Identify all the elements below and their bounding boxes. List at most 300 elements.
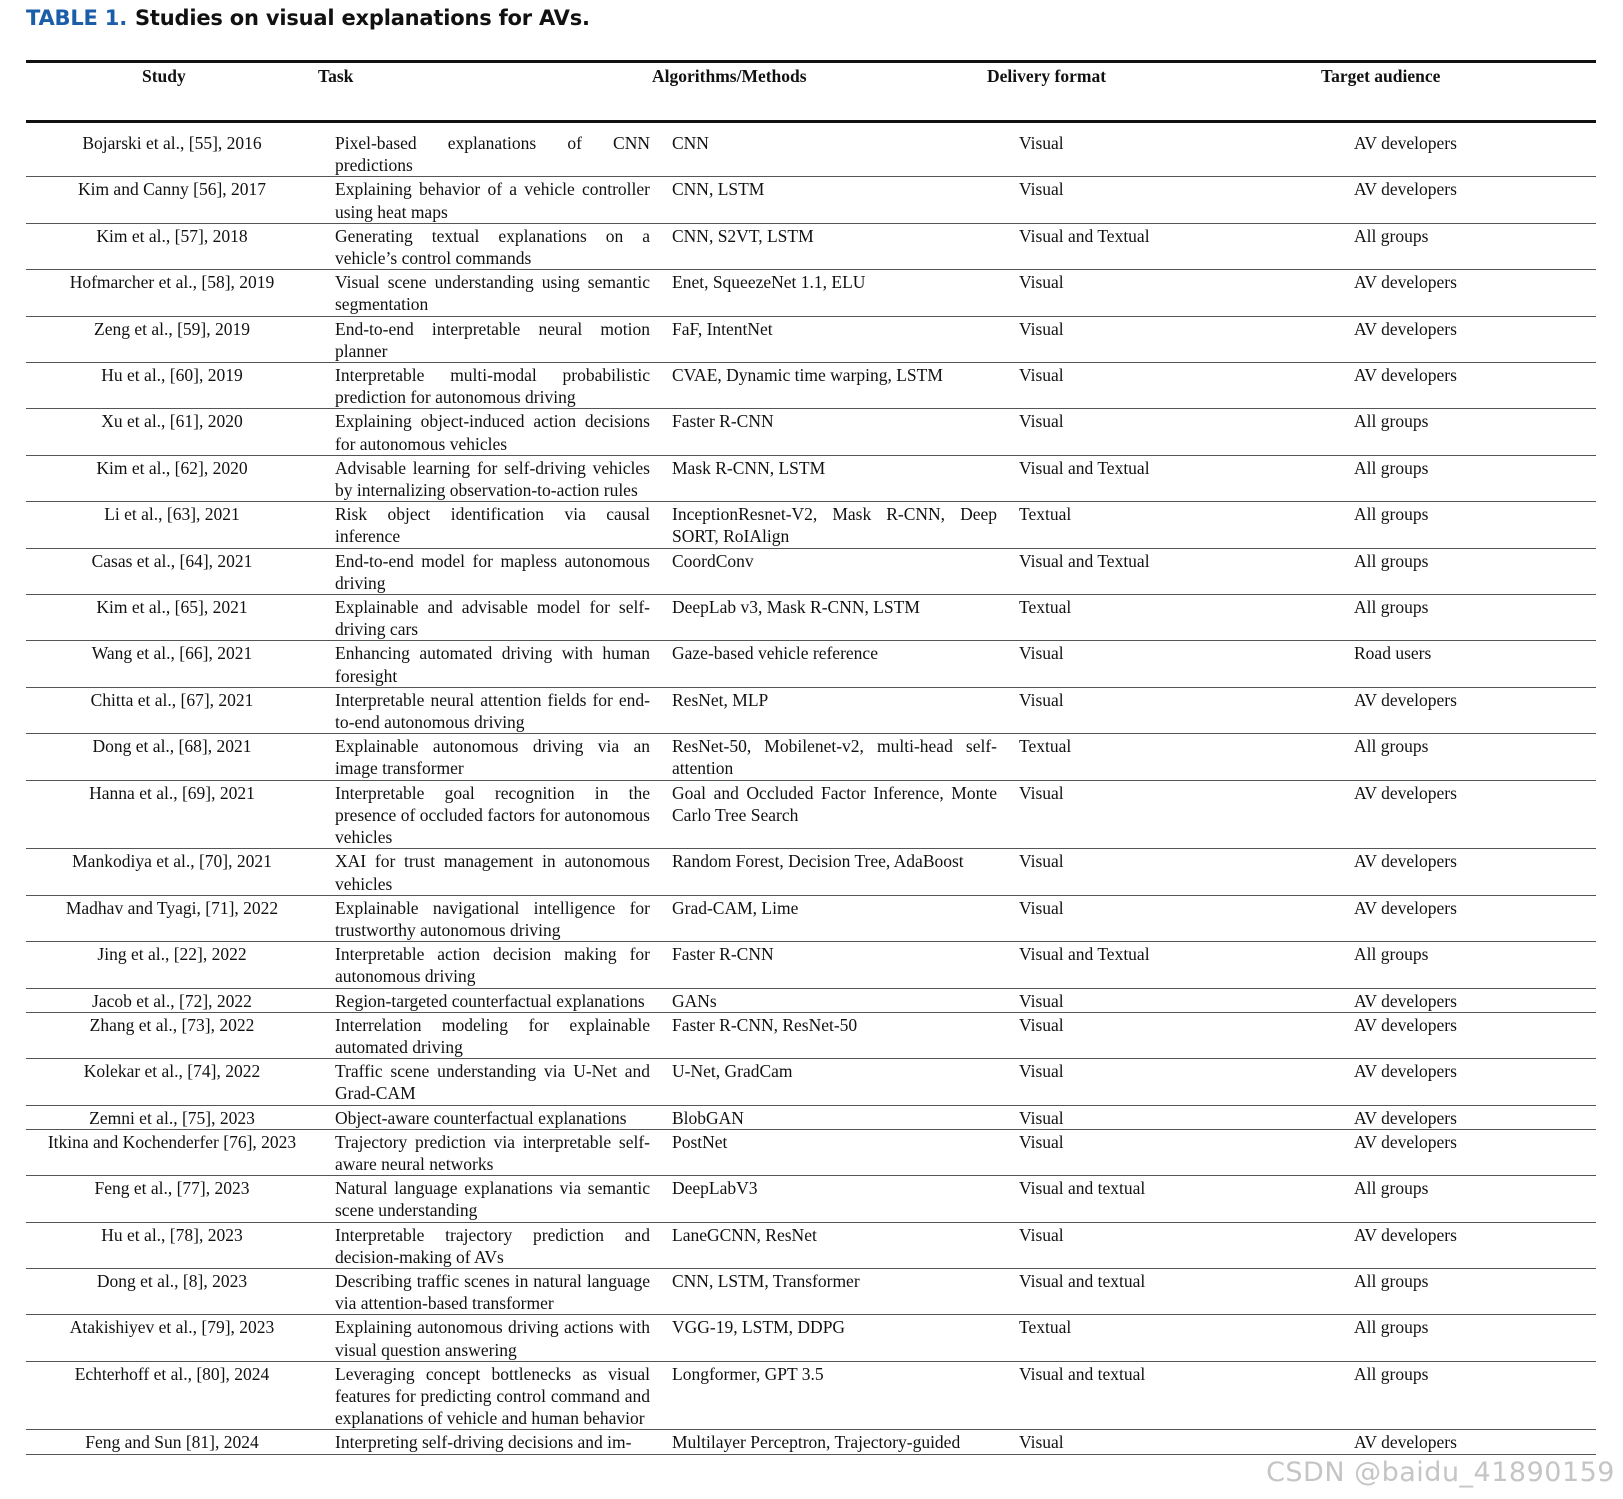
- cell-study: [26, 849, 318, 895]
- table-row: [26, 687, 1596, 733]
- cell-algorithms-text: ResNet, MLP: [672, 689, 769, 710]
- cell-study-text: Wang et al., [66], 2021: [91, 643, 253, 664]
- cell-task: [335, 548, 650, 594]
- table-row: [26, 1315, 1596, 1361]
- header-study: Study: [142, 66, 186, 86]
- cell-delivery: [1019, 1315, 1354, 1361]
- cell-delivery: [1019, 409, 1354, 455]
- column-gap: [650, 548, 672, 594]
- cell-task: [335, 1361, 650, 1430]
- cell-algorithms: [672, 895, 997, 941]
- cell-algorithms-text: Enet, SqueezeNet 1.1, ELU: [672, 272, 866, 293]
- cell-audience-text: All groups: [1354, 1363, 1429, 1384]
- cell-algorithms: [672, 455, 997, 501]
- cell-audience-text: AV developers: [1354, 1224, 1457, 1245]
- cell-delivery-text: Textual: [1019, 504, 1072, 525]
- cell-algorithms: [672, 223, 997, 269]
- cell-study-text: Hu et al., [78], 2023: [101, 1224, 243, 1245]
- cell-delivery: [1019, 455, 1354, 501]
- cell-audience-text: All groups: [1354, 504, 1429, 525]
- header-audience: Target audience: [1321, 66, 1441, 86]
- column-gap: [997, 455, 1019, 501]
- cell-audience-text: All groups: [1354, 736, 1429, 757]
- top-rule: [26, 60, 1596, 63]
- cell-algorithms: [672, 270, 997, 316]
- cell-task-text: Pixel-based explanations of CNN predictions: [335, 133, 650, 176]
- cell-algorithms: [672, 502, 997, 548]
- column-gap: [997, 641, 1019, 687]
- cell-delivery-text: Visual: [1019, 1224, 1064, 1245]
- cell-study: [26, 131, 318, 177]
- cell-audience: [1354, 687, 1596, 733]
- cell-audience-text: AV developers: [1354, 1061, 1457, 1082]
- table-row: [26, 1105, 1596, 1129]
- cell-audience: [1354, 455, 1596, 501]
- cell-audience: [1354, 895, 1596, 941]
- cell-algorithms-text: CNN: [672, 133, 709, 153]
- cell-task: [335, 1176, 650, 1222]
- cell-delivery: [1019, 1105, 1354, 1129]
- cell-delivery-text: Visual: [1019, 990, 1064, 1011]
- column-gap: [997, 1176, 1019, 1222]
- cell-task-text: Interpretable action decision making for autonomous driving: [335, 944, 650, 987]
- cell-audience: [1354, 641, 1596, 687]
- cell-task-text: Enhancing automated driving with human foresight: [335, 643, 650, 686]
- column-gap: [650, 895, 672, 941]
- cell-delivery: [1019, 502, 1354, 548]
- column-gap: [997, 223, 1019, 269]
- column-gap: [997, 1012, 1019, 1058]
- column-gap: [997, 316, 1019, 362]
- cell-audience: [1354, 223, 1596, 269]
- table-row: [26, 1361, 1596, 1430]
- cell-audience: [1354, 548, 1596, 594]
- cell-task-text: Explainable navigational intelligence for trustworthy autonomous driving: [335, 897, 650, 940]
- column-gap: [997, 409, 1019, 455]
- cell-study-text: Xu et al., [61], 2020: [101, 411, 243, 432]
- table-row: [26, 548, 1596, 594]
- table-row: [26, 734, 1596, 780]
- cell-task: [335, 1430, 650, 1454]
- cell-delivery-text: Visual: [1019, 179, 1064, 200]
- cell-algorithms: [672, 988, 997, 1012]
- cell-audience: [1354, 1129, 1596, 1175]
- column-gap: [997, 734, 1019, 780]
- watermark: CSDN @baidu_41890159: [1266, 1457, 1615, 1488]
- cell-audience: [1354, 1268, 1596, 1314]
- cell-task: [335, 942, 650, 988]
- cell-algorithms-text: DeepLab v3, Mask R-CNN, LSTM: [672, 597, 920, 618]
- column-gap: [650, 1430, 672, 1454]
- cell-algorithms: [672, 1361, 997, 1430]
- table-row: [26, 409, 1596, 455]
- cell-delivery-text: Visual: [1019, 411, 1064, 432]
- cell-algorithms: [672, 1129, 997, 1175]
- table-row: [26, 1059, 1596, 1105]
- column-gap: [997, 1268, 1019, 1314]
- column-gap: [318, 316, 335, 362]
- cell-study-text: Chitta et al., [67], 2021: [90, 689, 254, 710]
- cell-audience-text: AV developers: [1354, 851, 1457, 872]
- cell-audience-text: AV developers: [1354, 897, 1457, 918]
- column-gap: [997, 131, 1019, 177]
- column-gap: [650, 849, 672, 895]
- cell-algorithms-text: U-Net, GradCam: [672, 1061, 793, 1082]
- cell-study-text: Kim et al., [57], 2018: [96, 225, 248, 246]
- column-gap: [997, 548, 1019, 594]
- cell-delivery: [1019, 687, 1354, 733]
- cell-audience: [1354, 502, 1596, 548]
- table-row: [26, 1012, 1596, 1058]
- cell-study: [26, 1222, 318, 1268]
- cell-study: [26, 895, 318, 941]
- cell-task: [335, 780, 650, 849]
- column-gap: [318, 548, 335, 594]
- column-gap: [318, 641, 335, 687]
- table-row: [26, 270, 1596, 316]
- cell-study: [26, 1430, 318, 1454]
- cell-study-text: Kim et al., [65], 2021: [96, 597, 248, 618]
- cell-delivery-text: Visual: [1019, 851, 1064, 872]
- cell-delivery-text: Visual: [1019, 133, 1064, 153]
- cell-task-text: Visual scene understanding using semantic segmentation: [335, 272, 650, 315]
- cell-delivery-text: Visual and Textual: [1019, 944, 1150, 965]
- cell-audience: [1354, 942, 1596, 988]
- cell-task: [335, 1129, 650, 1175]
- cell-study: [26, 270, 318, 316]
- column-gap: [650, 988, 672, 1012]
- cell-algorithms-text: CNN, LSTM, Transformer: [672, 1270, 860, 1291]
- cell-study-text: Kim et al., [62], 2020: [96, 457, 248, 478]
- cell-task-text: End-to-end interpretable neural motion planner: [335, 318, 650, 361]
- column-gap: [650, 687, 672, 733]
- cell-task-text: Explainable and advisable model for self-driving cars: [335, 597, 650, 640]
- table-row: [26, 1176, 1596, 1222]
- cell-algorithms-text: DeepLabV3: [672, 1178, 758, 1199]
- column-gap: [997, 177, 1019, 223]
- cell-study: [26, 223, 318, 269]
- cell-audience-text: All groups: [1354, 944, 1429, 965]
- cell-algorithms: [672, 687, 997, 733]
- cell-task: [335, 316, 650, 362]
- cell-algorithms: [672, 1176, 997, 1222]
- table-row: [26, 1268, 1596, 1314]
- table-row: [26, 363, 1596, 409]
- column-gap: [650, 1268, 672, 1314]
- cell-task: [335, 687, 650, 733]
- cell-algorithms-text: Longformer, GPT 3.5: [672, 1363, 824, 1384]
- cell-delivery: [1019, 177, 1354, 223]
- cell-delivery: [1019, 780, 1354, 849]
- column-gap: [650, 1176, 672, 1222]
- cell-algorithms: [672, 780, 997, 849]
- table-row: [26, 988, 1596, 1012]
- column-gap: [650, 780, 672, 849]
- cell-task-text: Interpreting self-driving decisions and im-: [335, 1432, 632, 1453]
- cell-audience: [1354, 595, 1596, 641]
- cell-study: [26, 1105, 318, 1129]
- cell-task: [335, 409, 650, 455]
- cell-audience: [1354, 734, 1596, 780]
- cell-task-text: Explaining autonomous driving actions with visual question answering: [335, 1317, 650, 1360]
- cell-algorithms-text: BlobGAN: [672, 1107, 744, 1128]
- cell-study: [26, 1129, 318, 1175]
- cell-task: [335, 1222, 650, 1268]
- column-gap: [997, 988, 1019, 1012]
- cell-task-text: Region-targeted counterfactual explanations: [335, 990, 645, 1011]
- table-row: [26, 455, 1596, 501]
- cell-task: [335, 1268, 650, 1314]
- cell-algorithms-text: InceptionResnet-V2, Mask R-CNN, Deep SORT, RoIAlign: [672, 504, 997, 547]
- cell-delivery-text: Visual: [1019, 1107, 1064, 1128]
- column-gap: [997, 1059, 1019, 1105]
- cell-audience-text: AV developers: [1354, 365, 1457, 386]
- column-gap: [318, 409, 335, 455]
- cell-delivery: [1019, 1222, 1354, 1268]
- column-gap: [997, 595, 1019, 641]
- cell-task: [335, 502, 650, 548]
- cell-task: [335, 1059, 650, 1105]
- cell-task: [335, 131, 650, 177]
- cell-task-text: Advisable learning for self-driving vehicles by internalizing observation-to-action rules: [335, 457, 650, 501]
- cell-delivery: [1019, 641, 1354, 687]
- cell-delivery-text: Visual: [1019, 643, 1064, 664]
- column-gap: [318, 1222, 335, 1268]
- column-gap: [318, 1430, 335, 1454]
- cell-study-text: Hofmarcher et al., [58], 2019: [69, 272, 275, 293]
- studies-table: [26, 131, 1596, 1455]
- cell-algorithms-text: Goal and Occluded Factor Inference, Monte Carlo Tree Search: [672, 782, 997, 825]
- column-gap: [318, 1012, 335, 1058]
- cell-task: [335, 641, 650, 687]
- cell-algorithms-text: CVAE, Dynamic time warping, LSTM: [672, 365, 943, 386]
- cell-algorithms-text: LaneGCNN, ResNet: [672, 1224, 817, 1245]
- cell-task: [335, 177, 650, 223]
- cell-task: [335, 363, 650, 409]
- cell-algorithms-text: VGG-19, LSTM, DDPG: [672, 1317, 846, 1338]
- cell-algorithms-text: Gaze-based vehicle reference: [672, 643, 878, 664]
- column-gap: [997, 1361, 1019, 1430]
- table-row: [26, 780, 1596, 849]
- cell-study: [26, 1315, 318, 1361]
- cell-delivery: [1019, 942, 1354, 988]
- cell-audience: [1354, 1105, 1596, 1129]
- table-row: [26, 849, 1596, 895]
- column-gap: [318, 1176, 335, 1222]
- cell-audience: [1354, 270, 1596, 316]
- cell-audience-text: AV developers: [1354, 689, 1457, 710]
- cell-study: [26, 595, 318, 641]
- table-row: [26, 895, 1596, 941]
- cell-audience-text: All groups: [1354, 550, 1429, 571]
- table-row: [26, 223, 1596, 269]
- cell-study-text: Madhav and Tyagi, [71], 2022: [65, 897, 279, 918]
- cell-audience: [1354, 177, 1596, 223]
- cell-task: [335, 988, 650, 1012]
- cell-audience-text: AV developers: [1354, 133, 1457, 153]
- table-row: [26, 177, 1596, 223]
- cell-algorithms-text: Faster R-CNN: [672, 411, 774, 432]
- cell-study-text: Dong et al., [8], 2023: [96, 1270, 248, 1291]
- cell-delivery: [1019, 734, 1354, 780]
- column-gap: [318, 1315, 335, 1361]
- cell-delivery: [1019, 548, 1354, 594]
- cell-algorithms-text: Random Forest, Decision Tree, AdaBoost: [672, 851, 964, 872]
- cell-study: [26, 316, 318, 362]
- cell-task-text: Describing traffic scenes in natural language via attention-based transformer: [335, 1270, 650, 1314]
- cell-audience-text: All groups: [1354, 457, 1429, 478]
- cell-audience-text: AV developers: [1354, 318, 1457, 339]
- table-row: [26, 595, 1596, 641]
- column-gap: [318, 595, 335, 641]
- cell-delivery: [1019, 1361, 1354, 1430]
- column-gap: [650, 363, 672, 409]
- cell-task: [335, 1012, 650, 1058]
- cell-algorithms: [672, 548, 997, 594]
- cell-audience: [1354, 316, 1596, 362]
- table-row: [26, 1129, 1596, 1175]
- cell-algorithms: [672, 316, 997, 362]
- column-gap: [318, 780, 335, 849]
- cell-study-text: Dong et al., [68], 2021: [92, 736, 252, 757]
- cell-task: [335, 849, 650, 895]
- cell-algorithms-text: GANs: [672, 990, 717, 1011]
- column-gap: [318, 131, 335, 177]
- column-gap: [318, 849, 335, 895]
- cell-study: [26, 1361, 318, 1430]
- cell-audience-text: AV developers: [1354, 990, 1457, 1011]
- column-gap: [650, 131, 672, 177]
- cell-task-text: Generating textual explanations on a vehicle’s control commands: [335, 225, 650, 269]
- cell-audience: [1354, 1176, 1596, 1222]
- cell-task: [335, 270, 650, 316]
- cell-algorithms: [672, 131, 997, 177]
- cell-study: [26, 780, 318, 849]
- cell-audience-text: All groups: [1354, 597, 1429, 618]
- column-gap: [997, 687, 1019, 733]
- cell-delivery-text: Textual: [1019, 736, 1072, 757]
- column-gap: [997, 270, 1019, 316]
- column-gap: [650, 1105, 672, 1129]
- column-gap: [997, 1430, 1019, 1454]
- column-gap: [318, 942, 335, 988]
- cell-delivery: [1019, 131, 1354, 177]
- cell-delivery: [1019, 849, 1354, 895]
- cell-audience-text: AV developers: [1354, 782, 1457, 803]
- cell-task-text: Leveraging concept bottlenecks as visual features for predicting control command and explanations of vehicle and human behavior: [335, 1363, 650, 1429]
- cell-delivery: [1019, 223, 1354, 269]
- cell-study: [26, 1176, 318, 1222]
- column-gap: [650, 1059, 672, 1105]
- column-gap: [650, 409, 672, 455]
- cell-audience-text: All groups: [1354, 1270, 1429, 1291]
- cell-algorithms-text: CNN, LSTM: [672, 179, 765, 200]
- cell-delivery-text: Visual: [1019, 1432, 1064, 1453]
- column-gap: [997, 849, 1019, 895]
- table-row: [26, 1222, 1596, 1268]
- cell-study-text: Hu et al., [60], 2019: [101, 365, 243, 386]
- cell-audience-text: AV developers: [1354, 1131, 1457, 1152]
- cell-delivery-text: Visual: [1019, 1131, 1064, 1152]
- cell-study-text: Kolekar et al., [74], 2022: [83, 1061, 261, 1082]
- table-row: [26, 316, 1596, 362]
- cell-audience: [1354, 1430, 1596, 1454]
- cell-delivery-text: Visual: [1019, 365, 1064, 386]
- cell-task-text: Interpretable neural attention fields for end-to-end autonomous driving: [335, 689, 650, 733]
- cell-algorithms-text: PostNet: [672, 1131, 728, 1152]
- header-task: Task: [318, 66, 354, 86]
- cell-study: [26, 455, 318, 501]
- column-gap: [318, 1268, 335, 1314]
- cell-algorithms-text: FaF, IntentNet: [672, 318, 773, 339]
- cell-task: [335, 895, 650, 941]
- cell-algorithms: [672, 849, 997, 895]
- column-gap: [650, 177, 672, 223]
- cell-delivery-text: Visual and Textual: [1019, 225, 1150, 246]
- cell-study-text: Atakishiyev et al., [79], 2023: [69, 1317, 275, 1338]
- cell-delivery: [1019, 595, 1354, 641]
- column-gap: [650, 316, 672, 362]
- cell-task-text: Explainable autonomous driving via an image transformer: [335, 736, 650, 779]
- cell-study-text: Kim and Canny [56], 2017: [77, 179, 267, 200]
- column-gap: [650, 455, 672, 501]
- cell-delivery-text: Visual: [1019, 318, 1064, 339]
- cell-study: [26, 1012, 318, 1058]
- cell-study-text: Zhang et al., [73], 2022: [89, 1014, 255, 1035]
- cell-task-text: Risk object identification via causal inference: [335, 504, 650, 547]
- cell-delivery-text: Visual: [1019, 897, 1064, 918]
- cell-study: [26, 641, 318, 687]
- column-gap: [318, 687, 335, 733]
- cell-delivery: [1019, 1059, 1354, 1105]
- cell-study: [26, 363, 318, 409]
- cell-study-text: Feng and Sun [81], 2024: [85, 1432, 259, 1453]
- cell-task: [335, 223, 650, 269]
- cell-audience-text: All groups: [1354, 225, 1429, 246]
- cell-delivery: [1019, 270, 1354, 316]
- column-gap: [997, 1105, 1019, 1129]
- column-gap: [318, 363, 335, 409]
- cell-task-text: Explaining behavior of a vehicle controller using heat maps: [335, 179, 650, 222]
- cell-audience-text: AV developers: [1354, 179, 1457, 200]
- cell-delivery: [1019, 988, 1354, 1012]
- column-gap: [650, 1315, 672, 1361]
- column-gap: [997, 942, 1019, 988]
- cell-audience: [1354, 988, 1596, 1012]
- column-gap: [318, 177, 335, 223]
- cell-delivery: [1019, 316, 1354, 362]
- cell-algorithms-text: CoordConv: [672, 550, 754, 571]
- cell-audience: [1354, 1222, 1596, 1268]
- column-gap: [650, 942, 672, 988]
- column-gap: [650, 1129, 672, 1175]
- cell-algorithms: [672, 1268, 997, 1314]
- cell-study-text: Itkina and Kochenderfer [76], 2023: [47, 1131, 297, 1152]
- cell-audience: [1354, 1315, 1596, 1361]
- cell-study: [26, 177, 318, 223]
- cell-delivery: [1019, 895, 1354, 941]
- cell-algorithms: [672, 595, 997, 641]
- table-caption: [26, 6, 590, 30]
- cell-study: [26, 988, 318, 1012]
- cell-study-text: Bojarski et al., [55], 2016: [82, 133, 262, 153]
- table-row: [26, 1430, 1596, 1454]
- cell-task-text: Traffic scene understanding via U-Net and Grad-CAM: [335, 1061, 650, 1104]
- cell-audience: [1354, 849, 1596, 895]
- cell-study: [26, 548, 318, 594]
- header-delivery: Delivery format: [987, 66, 1107, 86]
- cell-task-text: Natural language explanations via semantic scene understanding: [335, 1178, 650, 1221]
